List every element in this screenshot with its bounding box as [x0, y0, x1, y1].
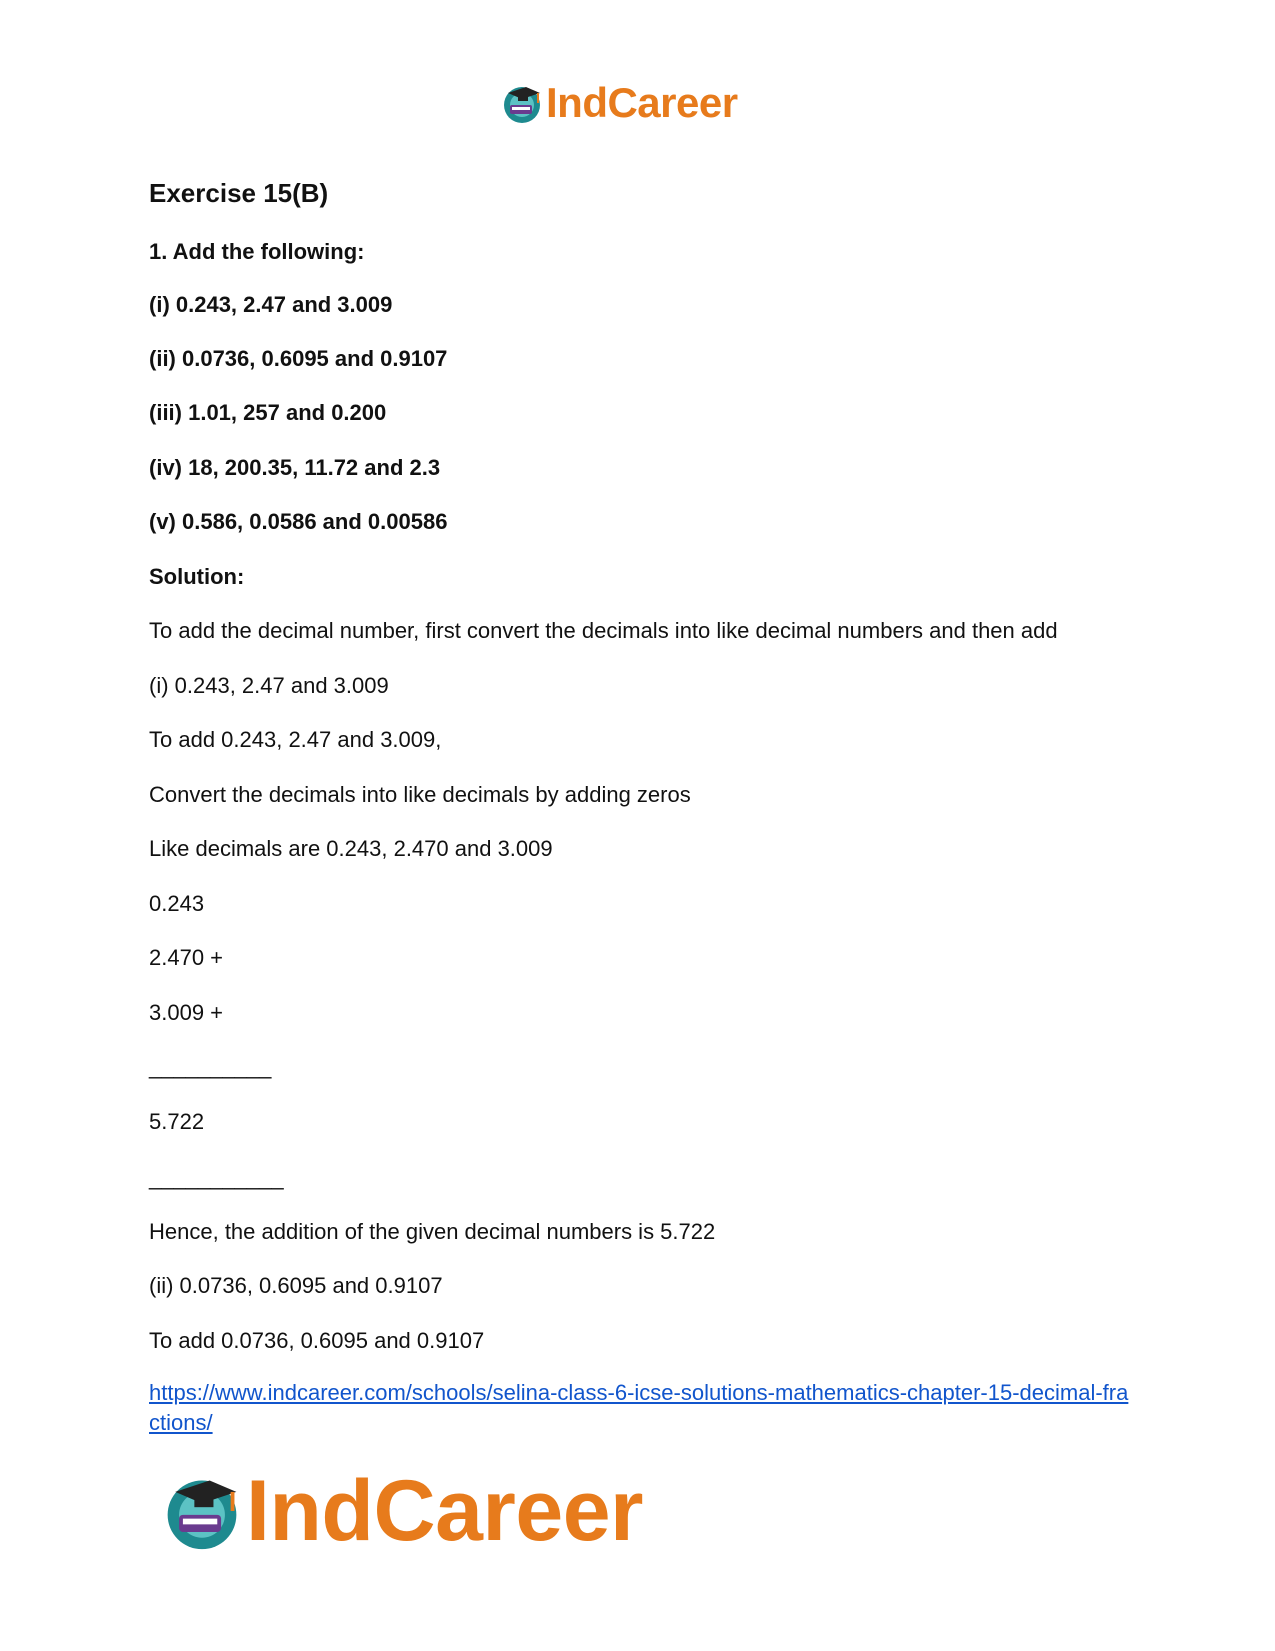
graduation-globe-icon — [160, 1469, 244, 1553]
indcareer-logo-top — [500, 78, 738, 128]
body-text: To add the decimal number, first convert the decimals into like decimal numbers and then add — [149, 618, 1058, 643]
body-text: To add 0.243, 2.47 and 3.009, — [149, 727, 442, 752]
logo-wordmark: IndCareer — [546, 79, 738, 126]
body-text: To add 0.0736, 0.6095 and 0.9107 — [149, 1328, 485, 1353]
addition-term: 2.470 + — [149, 945, 224, 970]
body-text: Like decimals are 0.243, 2.470 and 3.009 — [149, 836, 553, 861]
body-text: Hence, the addition of the given decimal numbers is 5.722 — [149, 1219, 716, 1244]
addition-rule: __________ — [149, 1054, 272, 1079]
logo-wordmark: IndCareer — [246, 1462, 643, 1559]
graduation-globe-icon — [500, 81, 544, 125]
addition-rule: ___________ — [149, 1165, 284, 1190]
addition-term: 0.243 — [149, 891, 205, 916]
body-text: (ii) 0.0736, 0.6095 and 0.9107 — [149, 1273, 443, 1298]
question-heading: 1. Add the following: — [149, 239, 365, 264]
page-title: Exercise 15(B) — [149, 178, 329, 208]
question-part: (iii) 1.01, 257 and 0.200 — [149, 400, 387, 425]
body-text: (i) 0.243, 2.47 and 3.009 — [149, 673, 389, 698]
question-part: (i) 0.243, 2.47 and 3.009 — [149, 292, 393, 317]
body-text: Convert the decimals into like decimals by adding zeros — [149, 782, 691, 807]
indcareer-logo-bottom — [160, 1462, 643, 1559]
addition-result: 5.722 — [149, 1109, 205, 1134]
solution-label: Solution: — [149, 564, 245, 589]
question-part: (iv) 18, 200.35, 11.72 and 2.3 — [149, 455, 441, 480]
question-part: (v) 0.586, 0.0586 and 0.00586 — [149, 509, 448, 534]
addition-term: 3.009 + — [149, 1000, 224, 1025]
source-link[interactable]: https://www.indcareer.com/schools/selina-class-6-icse-solutions-mathematics-chapter-15-decimal-fractions/ — [149, 1380, 1129, 1435]
question-part: (ii) 0.0736, 0.6095 and 0.9107 — [149, 346, 448, 371]
